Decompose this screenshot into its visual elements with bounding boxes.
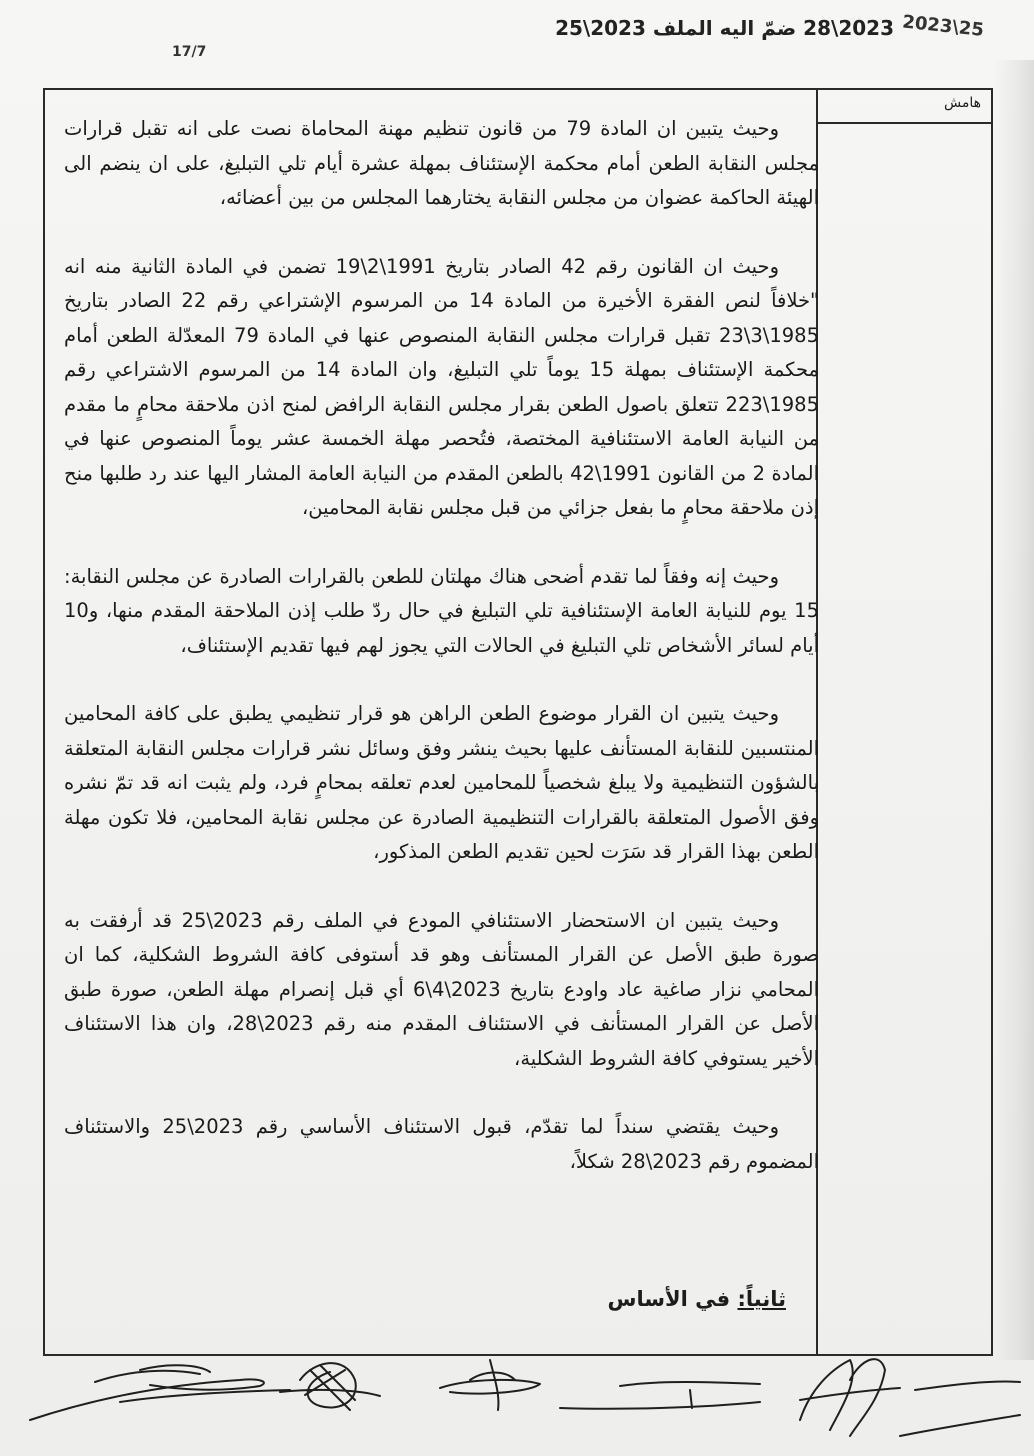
signature-3 — [440, 1360, 540, 1410]
section-heading-text: في الأساس — [607, 1287, 738, 1311]
page-number: 17/7 — [172, 44, 207, 60]
signature-4 — [560, 1382, 760, 1409]
paragraph-5: وحيث يتبين ان الاستحضار الاستئنافي المودع في الملف رقم 2023\25 قد أرفقت به صورة طبق الأصل عن القرار المستأنف وهو قد أستوفى كافة الشروط الشكلية، كما ان المحامي نزار صاغية عاد واودع بتاريخ 2023\4\6 أي قبل إنصرام مهلة الطعن، صورة طبق الأصل عن القرار المستأنف في الاستئناف المقدم منه رقم 2023\28، وان هذا الاستئناف الأخير يستوفي كافة الشروط الشكلية، — [64, 908, 820, 1070]
paragraph-4: وحيث يتبين ان القرار موضوع الطعن الراهن هو قرار تنظيمي يطبق على كافة المحامين المنتسبين للنقابة المستأنف عليها بحيث ينشر وفق وسائل نشر قرارات مجلس النقابة المتعلقة بالشؤون التنظيمية ولا يبلغ شخصياً للمحامين لعدم تعلقه بمحامٍ فرد، ولم يثبت انه قد تمّ نشره وفق الأصول المتعلقة بالقرارات التنظيمية الصادرة عن مجلس نقابة المحامين، فلا تكون مهلة الطعن بهذا القرار قد سَرَت لحين تقديم الطعن المذكور، — [64, 702, 819, 863]
paragraph-2: وحيث ان القانون رقم 42 الصادر بتاريخ 1991\2\19 تضمن في المادة الثانية منه انه "خلافاً لنص الفقرة الأخيرة من المادة 14 من المرسوم الإشتراعي رقم 22 الصادر بتاريخ 1985\3\23 تقبل قرارات مجلس النقابة المنصوص عنها في المادة 79 المعدّلة الطعن أمام محكمة الإستئناف بمهلة 15 يوماً تلي التبليغ، وان المادة 14 من المرسوم الاشتراعي رقم 1985\223 تتعلق باصول الطعن بقرار مجلس النقابة الرافض لمنح اذن ملاحقة محامٍ ما مقدم من النيابة العامة الاستئنافية المختصة، فتُحصر مهلة الخمسة عشر يوماً المنصوص عنها في المادة 2 من القانون 1991\42 بالطعن المقدم من النيابة العامة المشار اليها عند رد طلبها منح إذن ملاحقة محامٍ ما بفعل جزائي من قبل مجلس نقابة المحامين، — [64, 254, 820, 519]
signature-2 — [280, 1363, 380, 1410]
margin-label: هامش — [818, 90, 991, 124]
signature-5 — [800, 1359, 1020, 1436]
section-heading — [608, 1287, 786, 1311]
page-edge-shadow — [994, 60, 1034, 1360]
file-reference-overlap: 2023\25 — [901, 11, 986, 41]
paragraph-3: وحيث إنه وفقاً لما تقدم أضحى هناك مهلتان للطعن بالقرارات الصادرة عن مجلس النقابة: 15 يوم للنيابة العامة الإستئنافية تلي التبليغ في حال ردّ طلب إذن الملاحقة المقدم منها، و10 أيام لسائر الأشخاص تلي التبليغ في الحالات التي يجوز لهم فيها تقديم الإستئناف، — [64, 564, 819, 657]
paragraph-6: وحيث يقتضي سنداً لما تقدّم، قبول الاستئناف الأساسي رقم 2023\25 والاستئناف المضموم رقم 2023\28 شكلاً، — [64, 1115, 819, 1173]
section-heading-prefix: ثانياً: — [737, 1287, 786, 1311]
margin-column — [816, 90, 991, 1354]
body-text — [64, 112, 819, 1213]
paragraph-1: وحيث يتبين ان المادة 79 من قانون تنظيم مهنة المحاماة نصت على انه تقبل قرارات مجلس النقابة الطعن أمام محكمة الإستئناف بمهلة عشرة أيام تلي التبليغ، على ان ينضم الى الهيئة الحاكمة عضوان من مجلس النقابة يختارهما المجلس من بين أعضائه، — [64, 117, 819, 209]
signature-1 — [30, 1365, 290, 1420]
file-reference: 2023\28 ضمّ اليه الملف 2023\25 — [555, 16, 894, 40]
signatures — [0, 1340, 1034, 1456]
